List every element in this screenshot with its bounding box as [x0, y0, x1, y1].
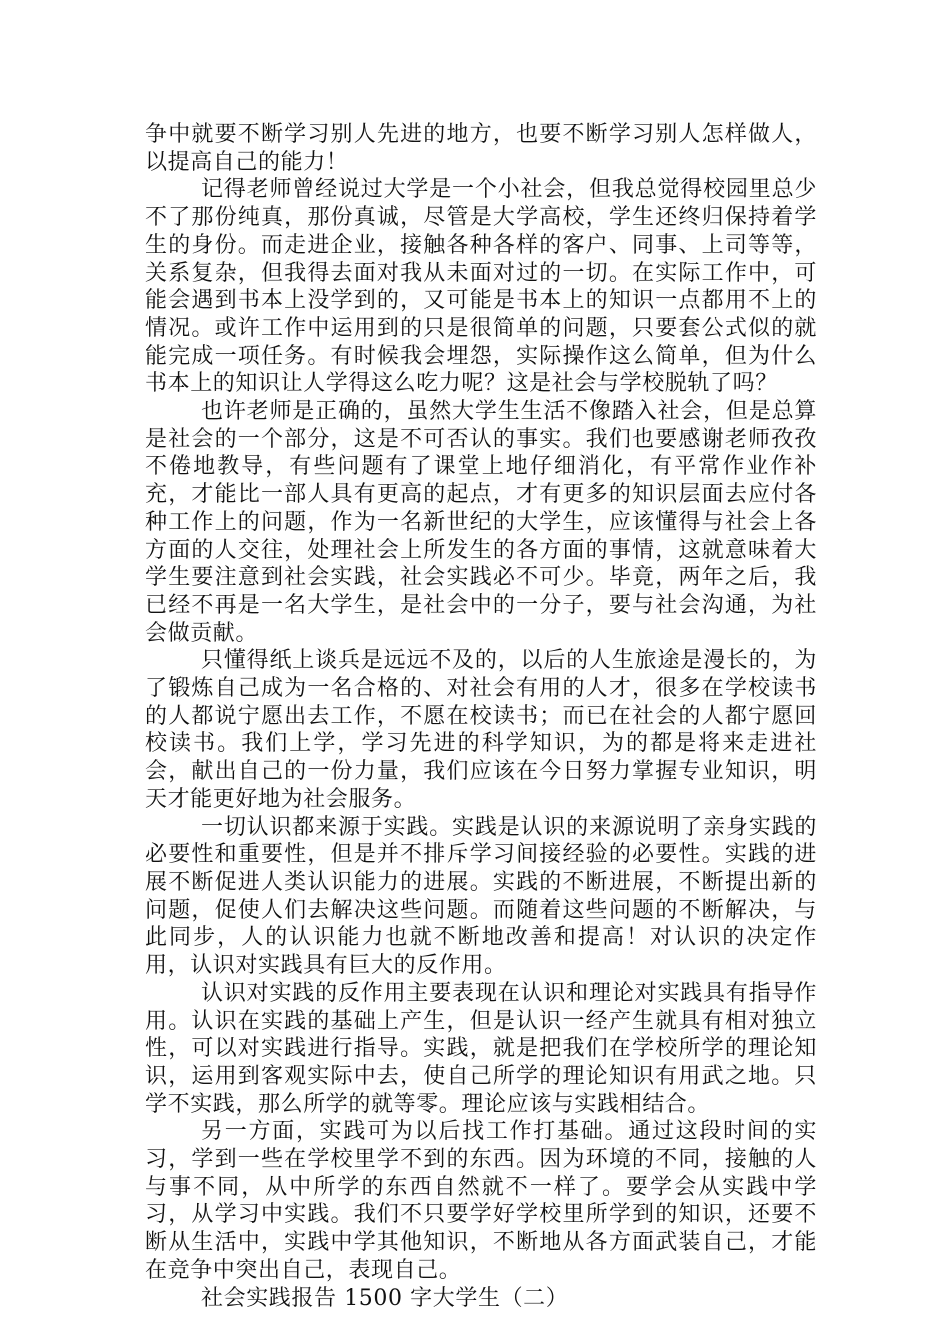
paragraph-6: 认识对实践的反作用主要表现在认识和理论对实践具有指导作用。认识在实践的基础上产生，但是认识一经产生就具有相对独立性，可以对实践进行指导。实践，就是把我们在学校所学的理论知识，运用到客观实际中去，使自己所学的理论知识有用武之地。只学不实践，那么所学的就等零。理论应该与实践相结合。 — [145, 980, 817, 1117]
section-heading: 社会实践报告 1500 字大学生（二） — [201, 1285, 569, 1311]
paragraph-7: 另一方面，实践可为以后找工作打基础。通过这段时间的实习，学到一些在学校里学不到的东西。因为环境的不同，接触的人与事不同，从中所学的东西自然就不一样了。要学会从实践中学习，从学习中实践。我们不只要学好学校里所学到的知识，还要不断从生活中，实践中学其他知识，不断地从各方面武装自己，才能在竞争中突出自己，表现自己。 — [145, 1119, 817, 1283]
paragraph-5: 一切认识都来源于实践。实践是认识的来源说明了亲身实践的必要性和重要性，但是并不排斥学习间接经验的必要性。实践的进展不断促进人类认识能力的进展。实践的不断进展，不断提出新的问题，促使人们去解决这些问题。而随着这些问题的不断解决，与此同步，人的认识能力也就不断地改善和提高！对认识的决定作用，认识对实践具有巨大的反作用。 — [145, 814, 817, 979]
paragraph-1: 争中就要不断学习别人先进的地方，也要不断学习别人怎样做人，以提高自己的能力！ — [145, 122, 817, 175]
paragraph-2: 记得老师曾经说过大学是一个小社会，但我总觉得校园里总少不了那份纯真，那份真诚，尽管是大学高校，学生还终归保持着学生的身份。而走进企业，接触各种各样的客户、同事、上司等等，关系复杂，但我得去面对我从未面对过的一切。在实际工作中，可能会遇到书本上没学到的，又可能是书本上的知识一点都用不上的情况。或许工作中运用到的只是很简单的问题，只要套公式似的就能完成一项任务。有时候我会埋怨，实际操作这么简单，但为什么书本上的知识让人学得这么吃力呢？这是社会与学校脱轨了吗？ — [145, 177, 817, 397]
paragraph-4: 只懂得纸上谈兵是远远不及的，以后的人生旅途是漫长的，为了锻炼自己成为一名合格的、对社会有用的人才，很多在学校读书的人都说宁愿出去工作，不愿在校读书；而已在社会的人都宁愿回校读书。我们上学，学习先进的科学知识，为的都是将来走进社会，献出自己的一份力量，我们应该在今日努力掌握专业知识，明天才能更好地为社会服务。 — [145, 648, 817, 812]
document-body — [145, 121, 817, 1312]
paragraph-3: 也许老师是正确的，虽然大学生生活不像踏入社会，但是总算是社会的一个部分，这是不可否认的事实。我们也要感谢老师孜孜不倦地教导，有些问题有了课堂上地仔细消化，有平常作业作补充，才能比一部人具有更高的起点，才有更多的知识层面去应付各种工作上的问题，作为一名新世纪的大学生，应该懂得与社会上各方面的人交往，处理社会上所发生的各方面的事情，这就意味着大学生要注意到社会实践，社会实践必不可少。毕竟，两年之后，我已经不再是一名大学生，是社会中的一分子，要与社会沟通，为社会做贡献。 — [145, 399, 817, 646]
